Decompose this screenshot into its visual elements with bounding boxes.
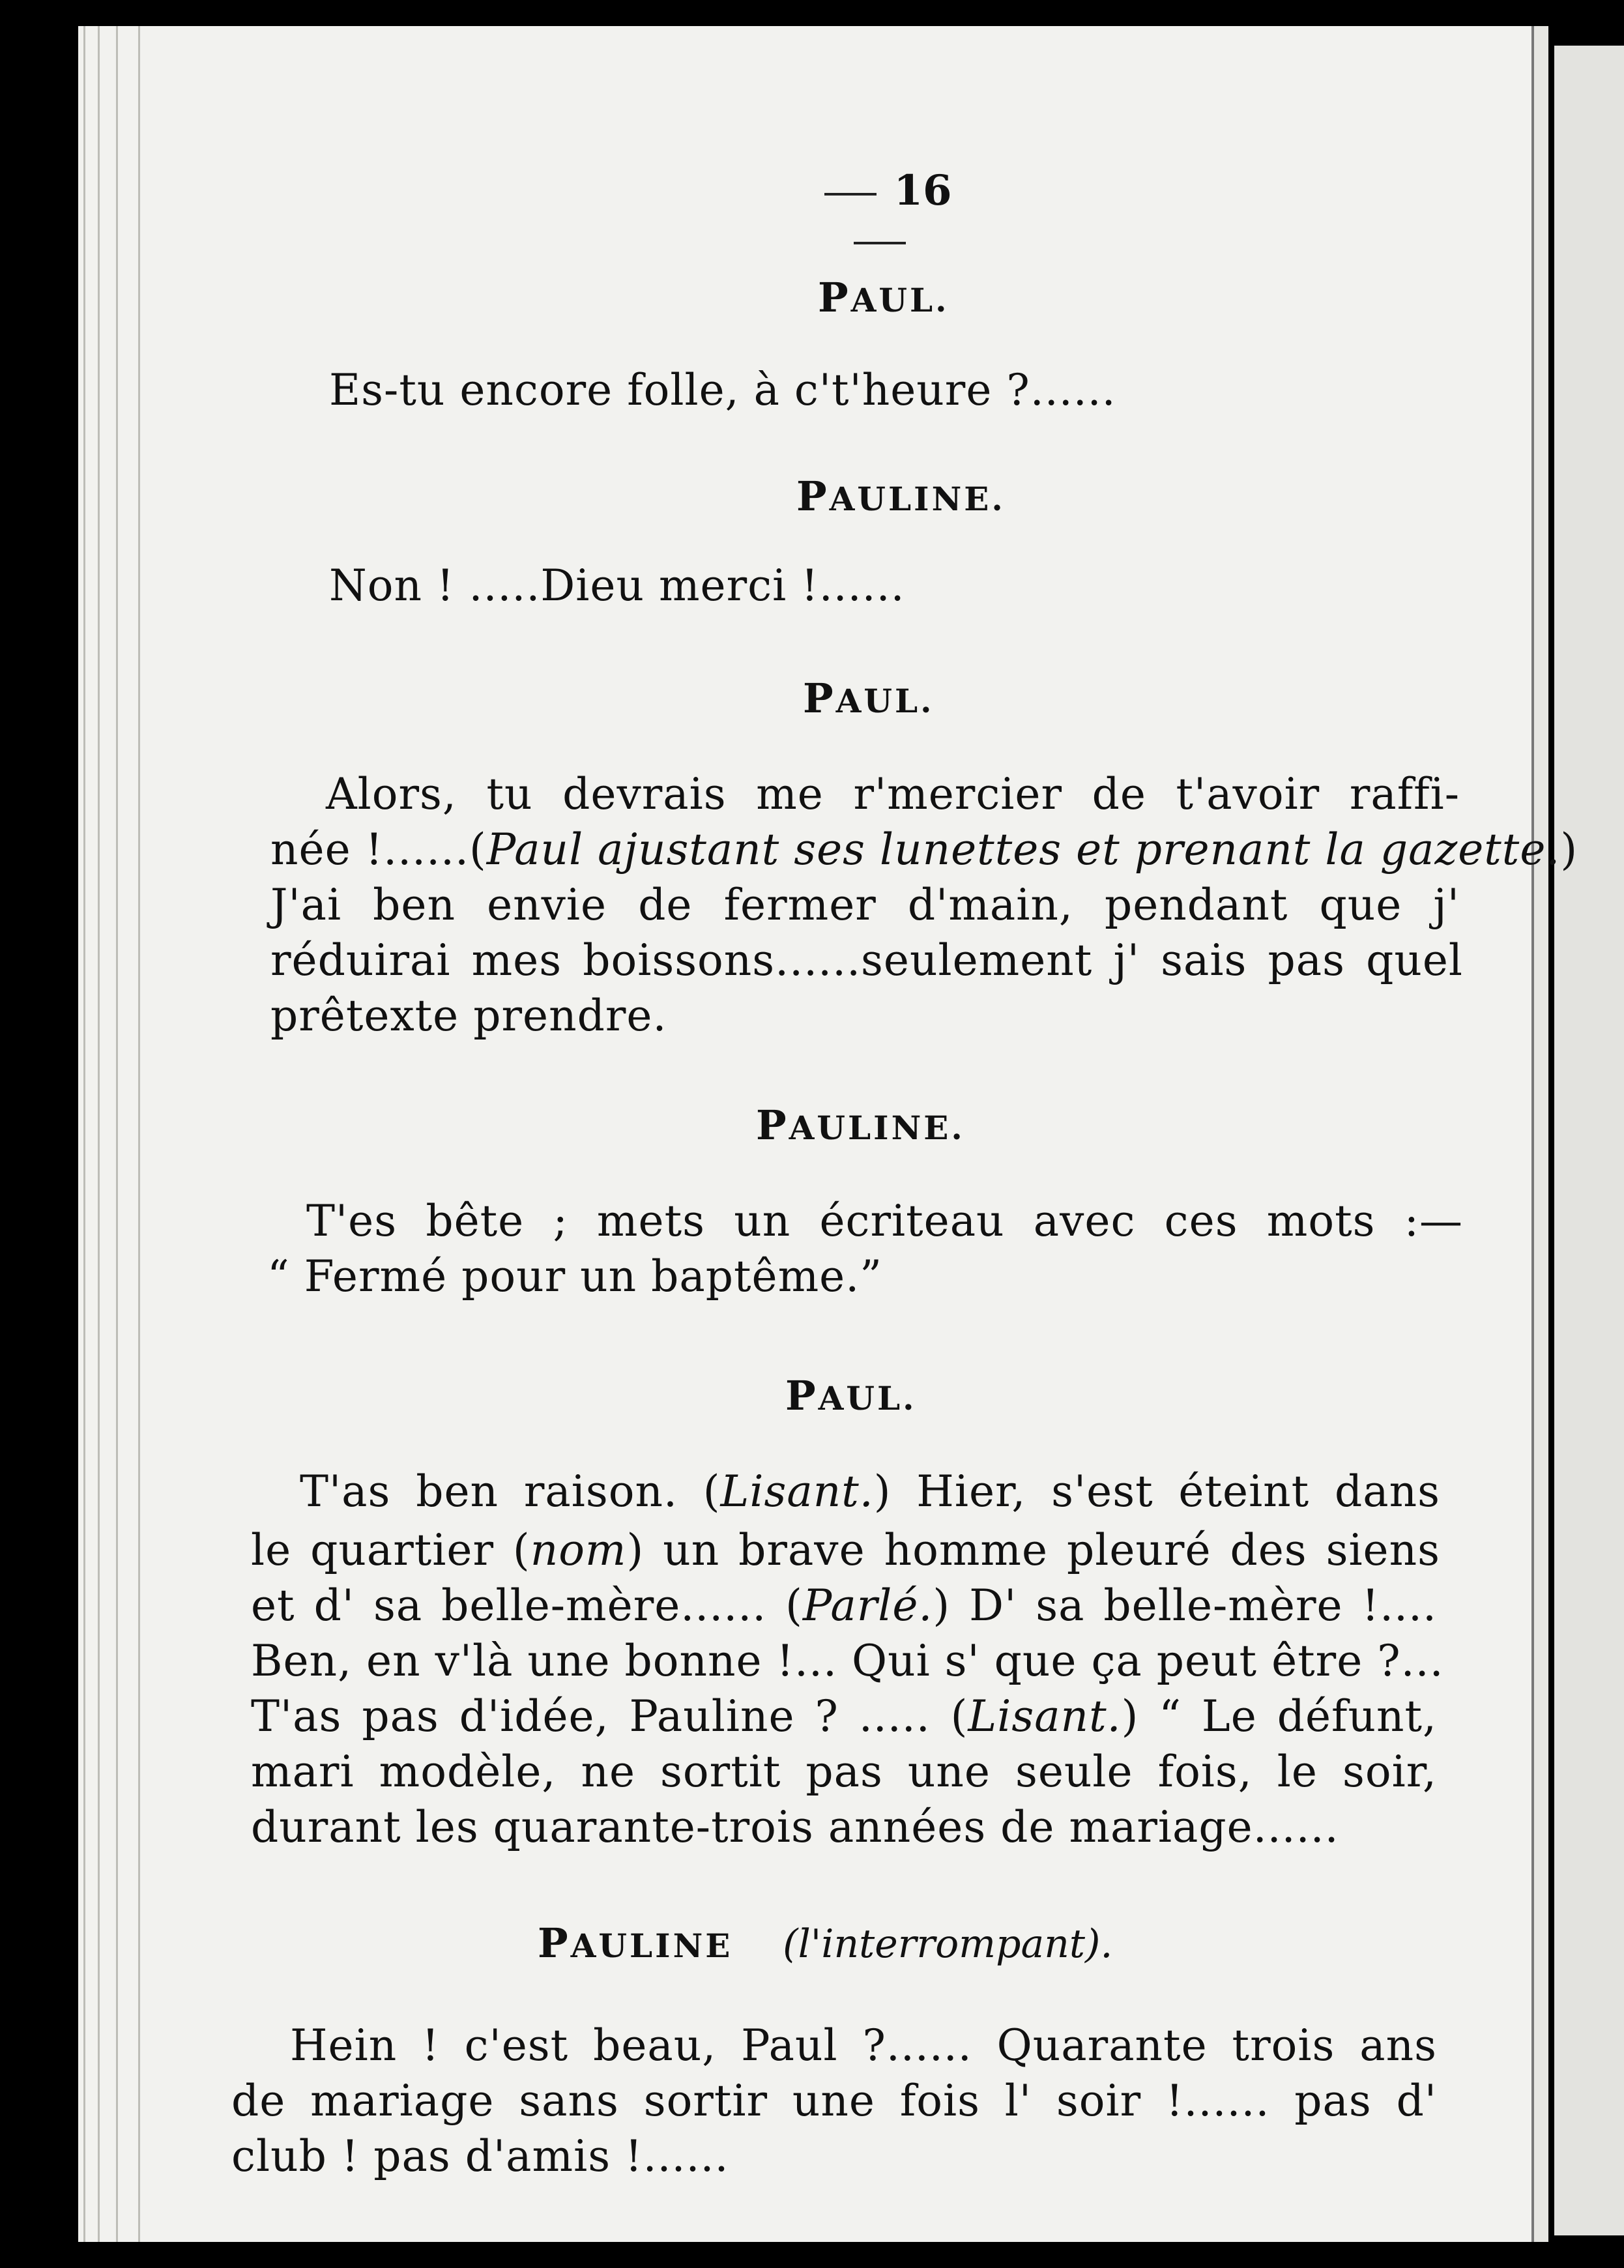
dialogue-line: Ben, en v'là une bonne !... Qui s' que ça peut être ?... xyxy=(251,1636,1444,1686)
dialogue-line: le quartier (nom) un brave homme pleuré des siens xyxy=(251,1525,1440,1575)
stage-direction: Lisant. xyxy=(720,1466,874,1517)
dialogue-line: prêtexte prendre. xyxy=(270,991,667,1041)
speaker-heading: PAUL. xyxy=(785,1372,917,1419)
speaker-heading: PAULINE. xyxy=(756,1101,965,1149)
page-number: 16 xyxy=(893,166,952,215)
speaker-heading: PAULINE (l'interrompant). xyxy=(538,1919,1113,1967)
dialogue-line: de mariage sans sortir une fois l' soir !...... pas d' xyxy=(231,2076,1437,2126)
dialogue-line: née !......(Paul ajustant ses lunettes et prenant la gazette.) xyxy=(270,824,1578,875)
dialogue-line: T'as pas d'idée, Pauline ? ..... (Lisant.) “ Le défunt, xyxy=(251,1691,1437,1741)
stage-direction: nom xyxy=(530,1525,627,1575)
page-gutter xyxy=(78,26,156,2242)
speaker-heading: PAULINE. xyxy=(796,472,1006,520)
stage-direction: (l'interrompant). xyxy=(783,1921,1113,1967)
page-edge xyxy=(1531,26,1548,2242)
dialogue-line: club ! pas d'amis !...... xyxy=(231,2131,729,2181)
speaker-heading: PAUL. xyxy=(803,675,935,722)
underlying-page xyxy=(1554,46,1624,2235)
dialogue-line: mari modèle, ne sortit pas une seule fois, le soir, xyxy=(251,1747,1437,1797)
dialogue-line: Es-tu encore folle, à c't'heure ?...... xyxy=(329,365,1116,415)
speaker-heading: PAUL. xyxy=(818,274,950,321)
stage-direction: Lisant. xyxy=(968,1691,1122,1741)
stage-direction: Parlé. xyxy=(802,1580,933,1631)
dialogue-line: T'es bête ; mets un écriteau avec ces mots :— xyxy=(306,1196,1463,1246)
header-dash-left xyxy=(824,193,877,196)
dialogue-line: Non ! .....Dieu merci !...... xyxy=(329,560,905,611)
dialogue-line: “ Fermé pour un baptême.” xyxy=(267,1251,882,1301)
stage-direction: Paul ajustant ses lunettes et prenant la gazette. xyxy=(486,824,1561,875)
page-header xyxy=(769,166,991,264)
dialogue-line: Alors, tu devrais me r'mercier de t'avoir raffi- xyxy=(326,769,1460,819)
dialogue-line: réduirai mes boissons......seulement j' sais pas quel xyxy=(270,935,1463,985)
dialogue-line: et d' sa belle-mère...... (Parlé.) D' sa belle-mère !.... xyxy=(251,1580,1437,1631)
dialogue-line: Hein ! c'est beau, Paul ?...... Quarante trois ans xyxy=(290,2020,1437,2071)
dialogue-line: J'ai ben envie de fermer d'main, pendant que j' xyxy=(270,880,1460,930)
header-dash-right xyxy=(854,242,906,244)
dialogue-line: durant les quarante-trois années de mariage...... xyxy=(251,1802,1339,1852)
dialogue-line: T'as ben raison. (Lisant.) Hier, s'est éteint dans xyxy=(300,1466,1441,1517)
